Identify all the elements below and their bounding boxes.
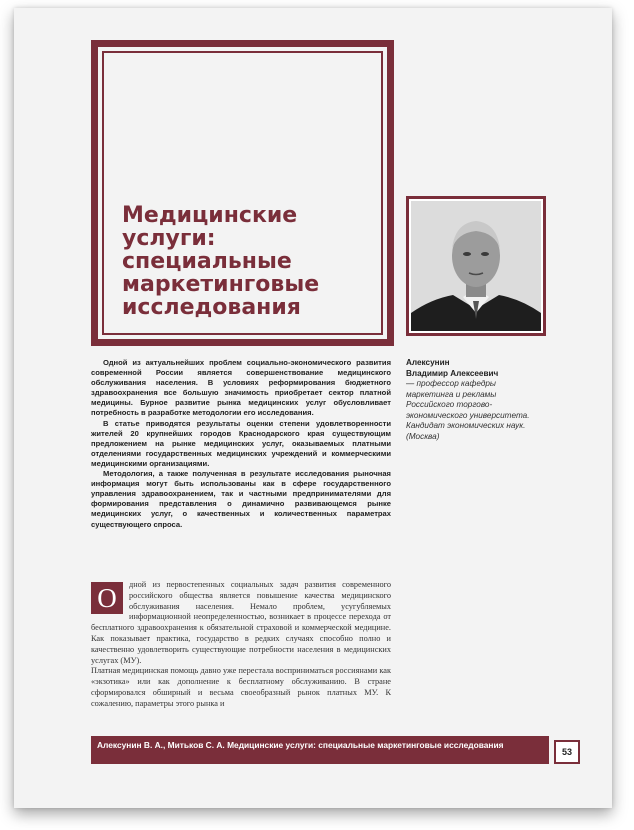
abstract-paragraph: В статье приводятся результаты оценки степени удовлетворенности жителей 20 крупнейших городов Краснодарского края существующим предложением на рынке медицинских услуг, оказываемых платными отделениями государственных медицинских учреждений и коммерческими медицинскими организациями.: [91, 418, 391, 468]
author-name: Алексунин Владимир Алексеевич: [406, 358, 499, 378]
portrait-image: [411, 201, 541, 331]
author-photo: [406, 196, 546, 336]
title-frame: [91, 40, 394, 346]
author-description: — профессор кафедры маркетинга и рекламы Российского торгово- экономического университета. Кандидат экономических наук. (Москва): [406, 379, 530, 441]
page-number: 53: [554, 740, 580, 764]
body-paragraph: дной из первостепенных социальных задач развития современного российского общества является повышение качества медицинского обслуживания населения. Немало проблем, усугубляемых информационной неопределенностью, возникает в процессе перехода от бесплатного здравоохранения к обязательной страховой и коммерческой медицине. Как показывает практика, государство в редких случаях способно полно и качественно удовлетворить существующие потребности населения в медицинских услугах (МУ).: [91, 580, 391, 665]
page: [14, 8, 612, 808]
abstract-paragraph: Одной из актуальнейших проблем социально-экономического развития современной России является совершенствование медицинского обслуживания населения. В условиях реформирования бюджетного здравоохранения все большую значимость приобретает сектор платной медицины. Бурное развитие рынка медицинских услуг обусловливает потребность в разработке методологии его исследования.: [91, 358, 391, 418]
footer-citation: Алексунин В. А., Митьков С. А. Медицинские услуги: специальные маркетинговые исследования: [91, 736, 549, 764]
body-paragraph: Платная медицинская помощь давно уже перестала восприниматься россиянами как «экзотика» или как дополнение к бесплатному обслуживанию. В стране сформировался обширный и весьма своеобразный рынок платных МУ. К сожалению, параметры этого рынка и: [91, 666, 391, 708]
author-info: [406, 358, 556, 442]
article-title: Медицинские услуги: специальные маркетинговые исследования: [122, 203, 320, 320]
article-body: [91, 580, 391, 710]
abstract: [91, 358, 391, 530]
abstract-paragraph: Методология, а также полученная в результате исследования рыночная информация могут быть использованы как в сфере государственного управления здравоохранением, так и частными предпринимателями для формирования представления о динамично развивающемся рынке медицинских услуг, о качественных и количественных параметрах существующего спроса.: [91, 469, 391, 529]
drop-cap: О: [91, 582, 123, 614]
